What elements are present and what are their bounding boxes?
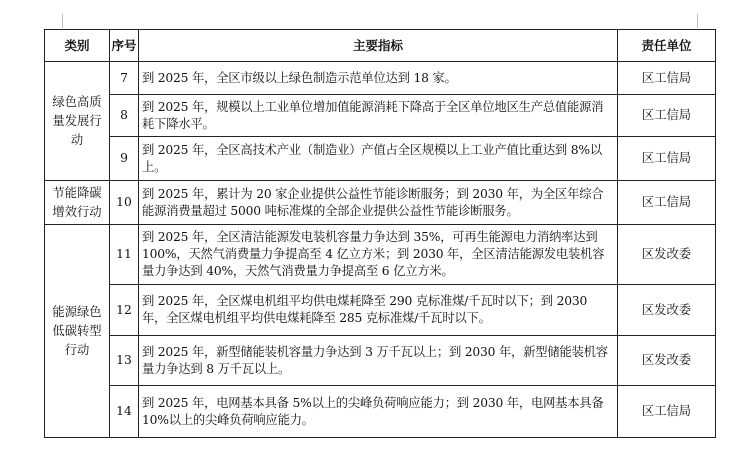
row-number: 8 bbox=[110, 95, 139, 137]
indicator-text: 到 2025 年，全区煤电机组平均供电煤耗降至 290 克标准煤/千瓦时以下；到 2030 年，全区煤电机组平均供电煤耗降至 285 克标准煤/千瓦时以下。 bbox=[139, 285, 618, 336]
responsible-unit: 区工信局 bbox=[618, 137, 716, 181]
table-row bbox=[45, 336, 716, 386]
table-row bbox=[45, 285, 716, 336]
responsible-unit: 区发改委 bbox=[618, 285, 716, 336]
table-row bbox=[45, 95, 716, 137]
row-number: 10 bbox=[110, 181, 139, 225]
table-row bbox=[45, 181, 716, 225]
table-header-row bbox=[45, 30, 716, 62]
header-category: 类别 bbox=[45, 30, 110, 62]
indicator-text: 到 2025 年，全区市级以上绿色制造示范单位达到 18 家。 bbox=[139, 62, 618, 95]
indicator-text: 到 2025 年，电网基本具备 5%以上的尖峰负荷响应能力；到 2030 年，电网基本具备 10%以上的尖峰负荷响应能力。 bbox=[139, 386, 618, 438]
category-cell: 节能降碳增效行动 bbox=[45, 181, 110, 225]
indicator-table bbox=[44, 29, 716, 438]
indicator-text: 到 2025 年，新型储能装机容量力争达到 3 万千瓦以上；到 2030 年，新型储能装机容量力争达到 8 万千瓦以上。 bbox=[139, 336, 618, 386]
header-number: 序号 bbox=[110, 30, 139, 62]
responsible-unit: 区工信局 bbox=[618, 95, 716, 137]
responsible-unit: 区发改委 bbox=[618, 336, 716, 386]
responsible-unit: 区发改委 bbox=[618, 225, 716, 285]
row-number: 11 bbox=[110, 225, 139, 285]
row-number: 12 bbox=[110, 285, 139, 336]
row-number: 9 bbox=[110, 137, 139, 181]
header-indicator: 主要指标 bbox=[139, 30, 618, 62]
table-row bbox=[45, 386, 716, 438]
indicator-text: 到 2025 年，累计为 20 家企业提供公益性节能诊断服务；到 2030 年，为全区年综合能源消费量超过 5000 吨标准煤的全部企业提供公益性节能诊断服务。 bbox=[139, 181, 618, 225]
responsible-unit: 区工信局 bbox=[618, 62, 716, 95]
table-row bbox=[45, 225, 716, 285]
category-cell: 能源绿色低碳转型行动 bbox=[45, 225, 110, 438]
indicator-text: 到 2025 年，规模以上工业单位增加值能源消耗下降高于全区单位地区生产总值能源消耗下降水平。 bbox=[139, 95, 618, 137]
table-row bbox=[45, 62, 716, 95]
category-cell: 绿色高质量发展行动 bbox=[45, 62, 110, 181]
indicator-text: 到 2025 年，全区清洁能源发电装机容量力争达到 35%，可再生能源电力消纳率达到 100%，天然气消费量力争提高至 4 亿立方米；到 2030 年，全区清洁能源发电装机容量力争达到 40%，天然气消费量力争提高至 6 亿立方米。 bbox=[139, 225, 618, 285]
row-number: 14 bbox=[110, 386, 139, 438]
row-number: 7 bbox=[110, 62, 139, 95]
indicator-text: 到 2025 年，全区高技术产业（制造业）产值占全区规模以上工业产值比重达到 8%以上。 bbox=[139, 137, 618, 181]
row-number: 13 bbox=[110, 336, 139, 386]
crop-mark-right bbox=[697, 14, 698, 28]
table-row bbox=[45, 137, 716, 181]
responsible-unit: 区工信局 bbox=[618, 386, 716, 438]
crop-mark-left bbox=[62, 14, 63, 28]
responsible-unit: 区工信局 bbox=[618, 181, 716, 225]
header-unit: 责任单位 bbox=[618, 30, 716, 62]
